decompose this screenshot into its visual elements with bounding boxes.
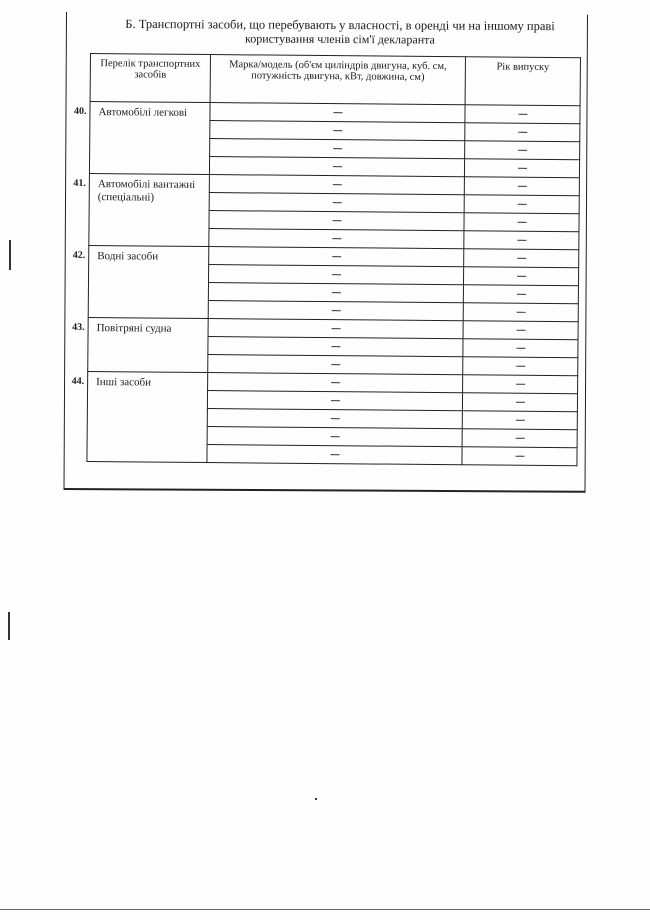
year-cell <box>465 123 580 142</box>
empty-dash-mark <box>517 258 526 259</box>
empty-dash-mark <box>330 419 339 420</box>
make-model-cell <box>209 175 464 195</box>
header-vehicle-list: Перелік транспортних засобів <box>90 54 210 103</box>
category-label: Автомобілі вантажні (спеціальні) <box>97 178 196 204</box>
empty-dash-mark <box>331 347 340 348</box>
empty-dash-mark <box>332 185 341 186</box>
table-row <box>89 245 579 267</box>
make-model-cell <box>207 445 462 465</box>
empty-dash-mark <box>332 221 341 222</box>
make-model-cell <box>209 265 464 285</box>
vehicle-table <box>71 53 581 466</box>
empty-dash-mark <box>331 293 340 294</box>
year-cell <box>465 141 580 160</box>
empty-dash-mark <box>517 276 526 277</box>
empty-dash-mark <box>332 257 341 258</box>
make-model-cell <box>207 409 462 429</box>
year-cell <box>462 447 577 466</box>
scan-mark-left-1 <box>9 240 11 270</box>
empty-dash-mark <box>333 131 342 132</box>
scan-bottom-edge <box>0 909 650 910</box>
empty-dash-mark <box>331 383 340 384</box>
year-cell <box>464 213 579 232</box>
make-model-cell <box>208 373 463 393</box>
category-label: Автомобілі легкові <box>98 106 188 119</box>
header-make-model: Марка/модель (об'єм циліндрів двигуна, куб. см, потужність двигуна, кВт, довжина, см) <box>210 55 465 105</box>
make-model-cell <box>208 301 463 321</box>
category-number: 44. <box>71 375 85 387</box>
empty-dash-mark <box>330 455 339 456</box>
header-year: Рік випуску <box>465 57 580 106</box>
make-model-cell <box>209 229 464 249</box>
empty-dash-mark <box>516 348 525 349</box>
year-cell <box>464 159 579 178</box>
empty-dash-mark <box>515 438 524 439</box>
category-cell <box>72 317 208 372</box>
make-model-cell <box>210 103 465 123</box>
category-cell <box>72 245 209 318</box>
section-title <box>110 17 570 47</box>
empty-dash-mark <box>332 275 341 276</box>
empty-dash-mark <box>332 203 341 204</box>
empty-dash-mark <box>515 420 524 421</box>
make-model-cell <box>207 427 462 447</box>
vehicle-table-body <box>71 102 580 466</box>
empty-dash-mark <box>516 312 525 313</box>
make-model-cell <box>210 139 465 159</box>
empty-dash-mark <box>518 168 527 169</box>
year-cell <box>462 429 577 448</box>
scan-dot-1 <box>315 798 317 800</box>
year-cell <box>463 267 578 286</box>
category-number: 41. <box>73 177 86 189</box>
category-number: 42. <box>72 249 86 261</box>
category-label: Повітряні судна <box>96 322 172 335</box>
empty-dash-mark <box>518 132 527 133</box>
empty-dash-mark <box>517 222 526 223</box>
year-cell <box>463 375 578 394</box>
year-cell <box>463 339 578 358</box>
table-row <box>90 102 580 124</box>
year-cell <box>464 195 579 214</box>
year-cell <box>462 411 577 430</box>
empty-dash-mark <box>517 204 526 205</box>
year-cell <box>463 321 578 340</box>
empty-dash-mark <box>516 330 525 331</box>
year-cell <box>464 249 579 268</box>
category-label: Інші засоби <box>96 376 152 389</box>
empty-dash-mark <box>331 365 340 366</box>
empty-dash-mark <box>330 401 339 402</box>
empty-dash-mark <box>518 150 527 151</box>
empty-dash-mark <box>517 240 526 241</box>
year-cell <box>463 285 578 304</box>
empty-dash-mark <box>330 437 339 438</box>
make-model-cell <box>209 247 464 267</box>
empty-dash-mark <box>515 456 524 457</box>
vehicle-table-wrap <box>71 53 580 477</box>
section-title-line1: Б. Транспортні засоби, що перебувають у власності, в оренді чи на іншому праві <box>125 16 555 34</box>
empty-dash-mark <box>518 114 527 115</box>
year-cell <box>465 105 580 124</box>
make-model-cell <box>208 337 463 357</box>
empty-dash-mark <box>333 149 342 150</box>
table-row <box>88 371 578 393</box>
empty-dash-mark <box>332 239 341 240</box>
make-model-cell <box>209 157 464 177</box>
empty-dash-mark <box>516 384 525 385</box>
make-model-cell <box>209 211 464 231</box>
category-number: 43. <box>72 321 85 333</box>
make-model-cell <box>210 121 465 141</box>
category-number: 40. <box>73 105 87 117</box>
year-cell <box>463 357 578 376</box>
make-model-cell <box>209 193 464 213</box>
category-cell <box>71 371 208 462</box>
empty-dash-mark <box>333 113 342 114</box>
section-title-line2: користування членів сім'ї декларанта <box>245 31 435 47</box>
category-label: Водні засоби <box>97 250 159 263</box>
make-model-cell <box>208 355 463 375</box>
category-cell <box>73 173 210 246</box>
make-model-cell <box>207 391 462 411</box>
scan-mark-left-2 <box>8 612 10 640</box>
empty-dash-mark <box>331 329 340 330</box>
year-cell <box>464 177 579 196</box>
empty-dash-mark <box>331 311 340 312</box>
year-cell <box>462 393 577 412</box>
year-cell <box>464 231 579 250</box>
empty-dash-mark <box>515 402 524 403</box>
empty-dash-mark <box>333 167 342 168</box>
year-cell <box>463 303 578 322</box>
empty-dash-mark <box>517 186 526 187</box>
empty-dash-mark <box>516 366 525 367</box>
make-model-cell <box>208 319 463 339</box>
category-cell <box>73 102 210 175</box>
make-model-cell <box>208 283 463 303</box>
empty-dash-mark <box>516 294 525 295</box>
table-row <box>88 317 578 339</box>
table-row <box>89 173 579 195</box>
